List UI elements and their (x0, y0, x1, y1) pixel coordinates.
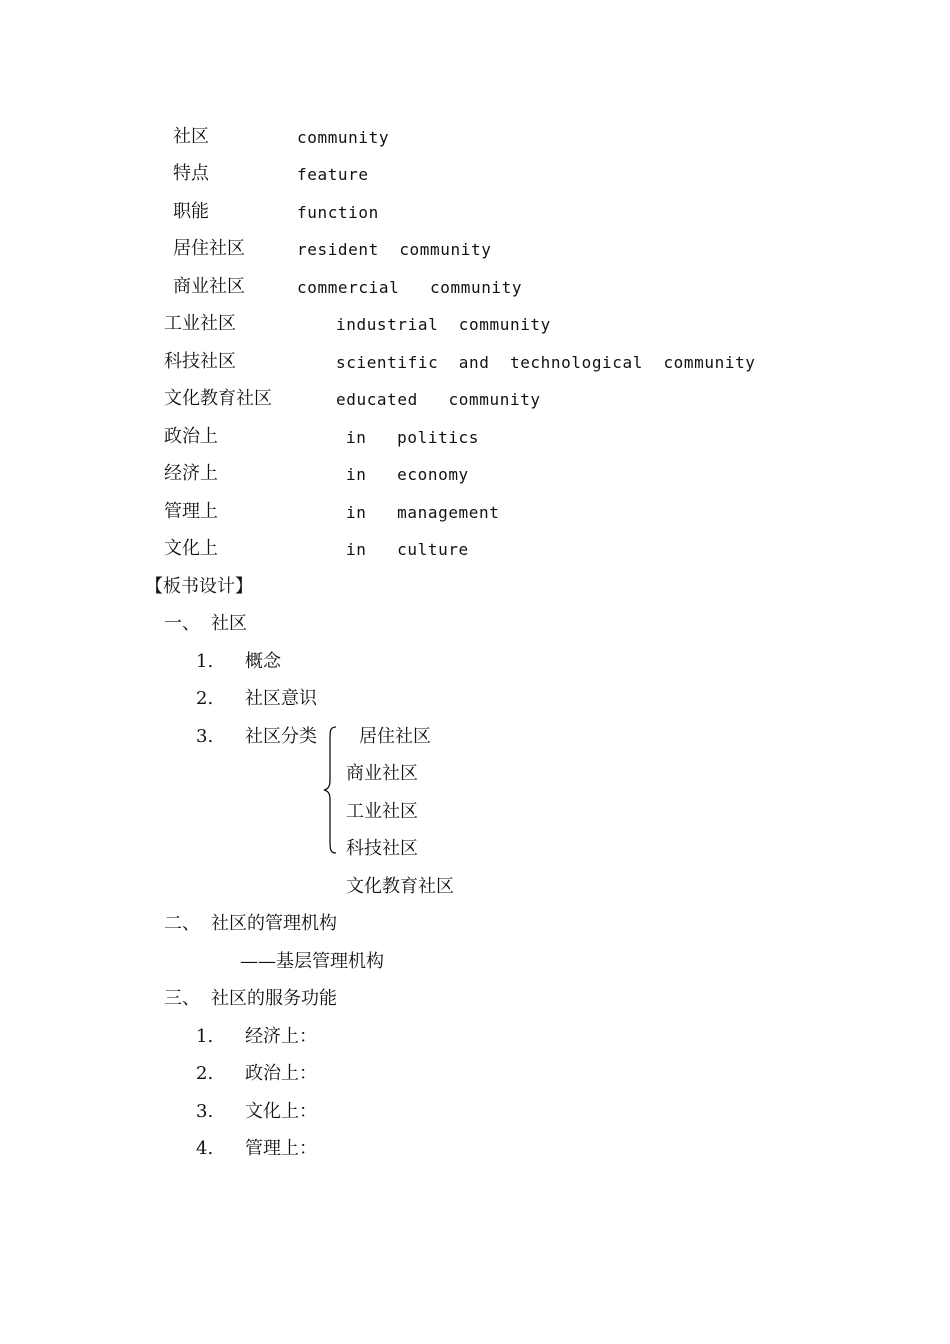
section-number: 二、 (164, 913, 200, 934)
vocab-cn: 商业社区 (173, 276, 245, 297)
vocab-en: in management (346, 503, 500, 522)
vocab-en: educated community (336, 390, 541, 409)
section-subtitle: ——基层管理机构 (240, 951, 384, 972)
vocab-en: in economy (346, 465, 469, 484)
section-number: 一、 (164, 613, 200, 634)
category-item: 商业社区 (346, 763, 418, 784)
category-item: 文化教育社区 (346, 876, 454, 897)
item-text: 文化上： (245, 1101, 317, 1122)
vocab-cn: 科技社区 (164, 351, 236, 372)
vocab-en: in culture (346, 540, 469, 559)
vocab-cn: 政治上 (164, 426, 218, 447)
vocab-en: community (297, 128, 390, 147)
section-title: 社区的服务功能 (211, 988, 337, 1009)
vocab-cn: 管理上 (164, 501, 218, 522)
vocab-cn: 职能 (173, 201, 209, 222)
item-text: 经济上： (245, 1026, 317, 1047)
item-number: 3. (196, 726, 214, 747)
category-item: 工业社区 (346, 801, 418, 822)
vocab-en: function (297, 203, 379, 222)
item-text: 政治上： (245, 1063, 317, 1084)
left-brace-icon (322, 726, 338, 854)
item-number: 4. (196, 1138, 214, 1159)
vocab-cn: 经济上 (164, 463, 218, 484)
vocab-en: industrial community (336, 315, 551, 334)
vocab-en: commercial community (297, 278, 523, 297)
item-number: 3. (196, 1101, 214, 1122)
section-number: 三、 (164, 988, 200, 1009)
item-number: 1. (196, 1026, 214, 1047)
item-text: 概念 (245, 651, 281, 672)
vocab-cn: 社区 (173, 126, 209, 147)
item-text: 管理上： (245, 1138, 317, 1159)
vocab-cn: 特点 (173, 163, 209, 184)
vocab-cn: 工业社区 (164, 313, 236, 334)
section-heading: 【板书设计】 (145, 576, 253, 597)
section-title: 社区 (211, 613, 247, 634)
vocab-en: resident community (297, 240, 492, 259)
category-item: 居住社区 (359, 726, 431, 747)
item-number: 2. (196, 688, 214, 709)
vocab-en: feature (297, 165, 369, 184)
item-text: 社区意识 (245, 688, 317, 709)
vocab-en: scientific and technological community (336, 353, 756, 372)
category-item: 科技社区 (346, 838, 418, 859)
vocab-en: in politics (346, 428, 480, 447)
vocab-cn: 居住社区 (173, 238, 245, 259)
section-title: 社区的管理机构 (211, 913, 337, 934)
item-number: 1. (196, 651, 214, 672)
item-text: 社区分类 (245, 726, 317, 747)
item-number: 2. (196, 1063, 214, 1084)
vocab-cn: 文化教育社区 (164, 388, 272, 409)
vocab-cn: 文化上 (164, 538, 218, 559)
